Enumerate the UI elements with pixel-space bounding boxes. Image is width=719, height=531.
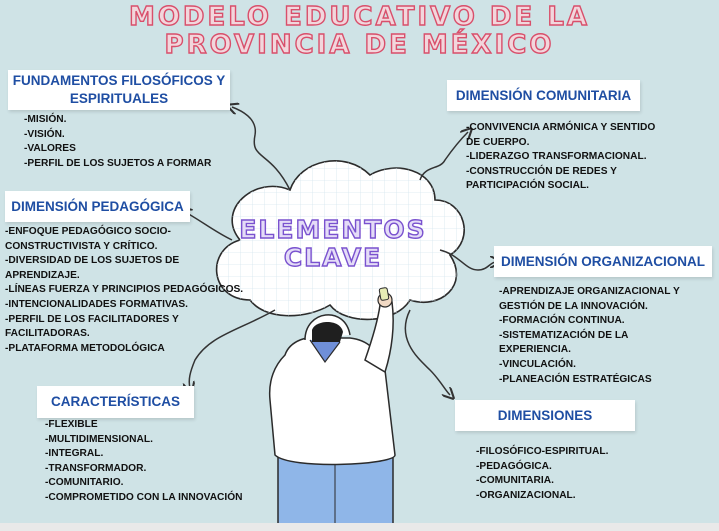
list-item: -TRANSFORMADOR. [45, 462, 147, 474]
list-item: -MISIÓN. [24, 114, 67, 125]
dimensiones-list [476, 445, 666, 503]
caracteristicas-box: CARACTERÍSTICAS [37, 386, 194, 418]
list-item: -PLANEACIÓN ESTRATÉGICAS [499, 373, 652, 385]
list-item: -DIVERSIDAD DE LOS SUJETOS DE APRENDIZAJE. [5, 255, 180, 281]
list-item: -PEDAGÓGICA. [476, 460, 552, 472]
list-item: -COMUNITARIO. [45, 477, 124, 489]
central-label [238, 216, 428, 272]
list-item: -APRENDIZAJE ORGANIZACIONAL Y GESTIÓN DE LA INNOVACIÓN. [499, 286, 680, 312]
dimensiones-box: DIMENSIONES [455, 400, 635, 431]
organizacional-box: DIMENSIÓN ORGANIZACIONAL [494, 246, 712, 277]
page-title-line-2: PROVINCIA DE MÉXICO [164, 30, 555, 60]
central-label-line-1: ELEMENTOS [239, 215, 427, 244]
list-item: -FORMACIÓN CONTINUA. [499, 315, 625, 327]
list-item: -CONVIVENCIA ARMÓNICA Y SENTIDO DE CUERPO. [466, 122, 656, 148]
list-item: -VISIÓN. [24, 128, 65, 140]
comunitaria-box: DIMENSIÓN COMUNITARIA [447, 80, 640, 111]
page-title-line-1: MODELO EDUCATIVO DE LA [128, 2, 591, 32]
list-item: -COMPROMETIDO CON LA INNOVACIÓN [45, 491, 243, 503]
fundamentos-box: FUNDAMENTOS FILOSÓFICOS Y ESPIRITUALES [8, 70, 230, 110]
fundamentos-list [24, 113, 244, 171]
arrow-to-dimensiones [405, 310, 450, 395]
comunitaria-list [466, 121, 671, 194]
list-item: -LIDERAZGO TRANSFORMACIONAL. [466, 151, 647, 163]
list-item: -FILOSÓFICO-ESPIRITUAL. [476, 446, 609, 457]
list-item: -SISTEMATIZACIÓN DE LA EXPERIENCIA. [499, 329, 629, 356]
list-item: -ENFOQUE PEDAGÓGICO SOCIO-CONSTRUCTIVISTA Y CRÍTICO. [5, 226, 171, 252]
bottom-strip [0, 523, 719, 531]
student-figure [270, 287, 395, 531]
list-item: -PERFIL DE LOS FACILITADORES Y FACILITADORAS. [5, 313, 179, 340]
list-item: -FLEXIBLE [45, 419, 98, 430]
pedagogica-list [5, 225, 245, 356]
caracteristicas-list [45, 418, 265, 506]
arrow-to-comunitaria [420, 132, 468, 180]
pedagogica-box: DIMENSIÓN PEDAGÓGICA [5, 191, 190, 222]
list-item: -VINCULACIÓN. [499, 358, 576, 370]
list-item: -LÍNEAS FUERZA Y PRINCIPIOS PEDAGÓGICOS. [5, 284, 244, 296]
list-item: -CONSTRUCCIÓN DE REDES Y PARTICIPACIÓN SOCIAL. [466, 165, 617, 192]
organizacional-list [499, 285, 699, 387]
list-item: -PERFIL DE LOS SUJETOS A FORMAR [24, 157, 212, 169]
central-label-line-2: CLAVE [283, 243, 383, 272]
list-item: -INTENCIONALIDADES FORMATIVAS. [5, 298, 188, 310]
list-item: -INTEGRAL. [45, 448, 104, 460]
list-item: -COMUNITARIA. [476, 475, 554, 487]
list-item: -MULTIDIMENSIONAL. [45, 433, 153, 445]
list-item: -VALORES [24, 143, 76, 155]
list-item: -ORGANIZACIONAL. [476, 489, 576, 501]
list-item: -PLATAFORMA METODOLÓGICA [5, 342, 165, 354]
